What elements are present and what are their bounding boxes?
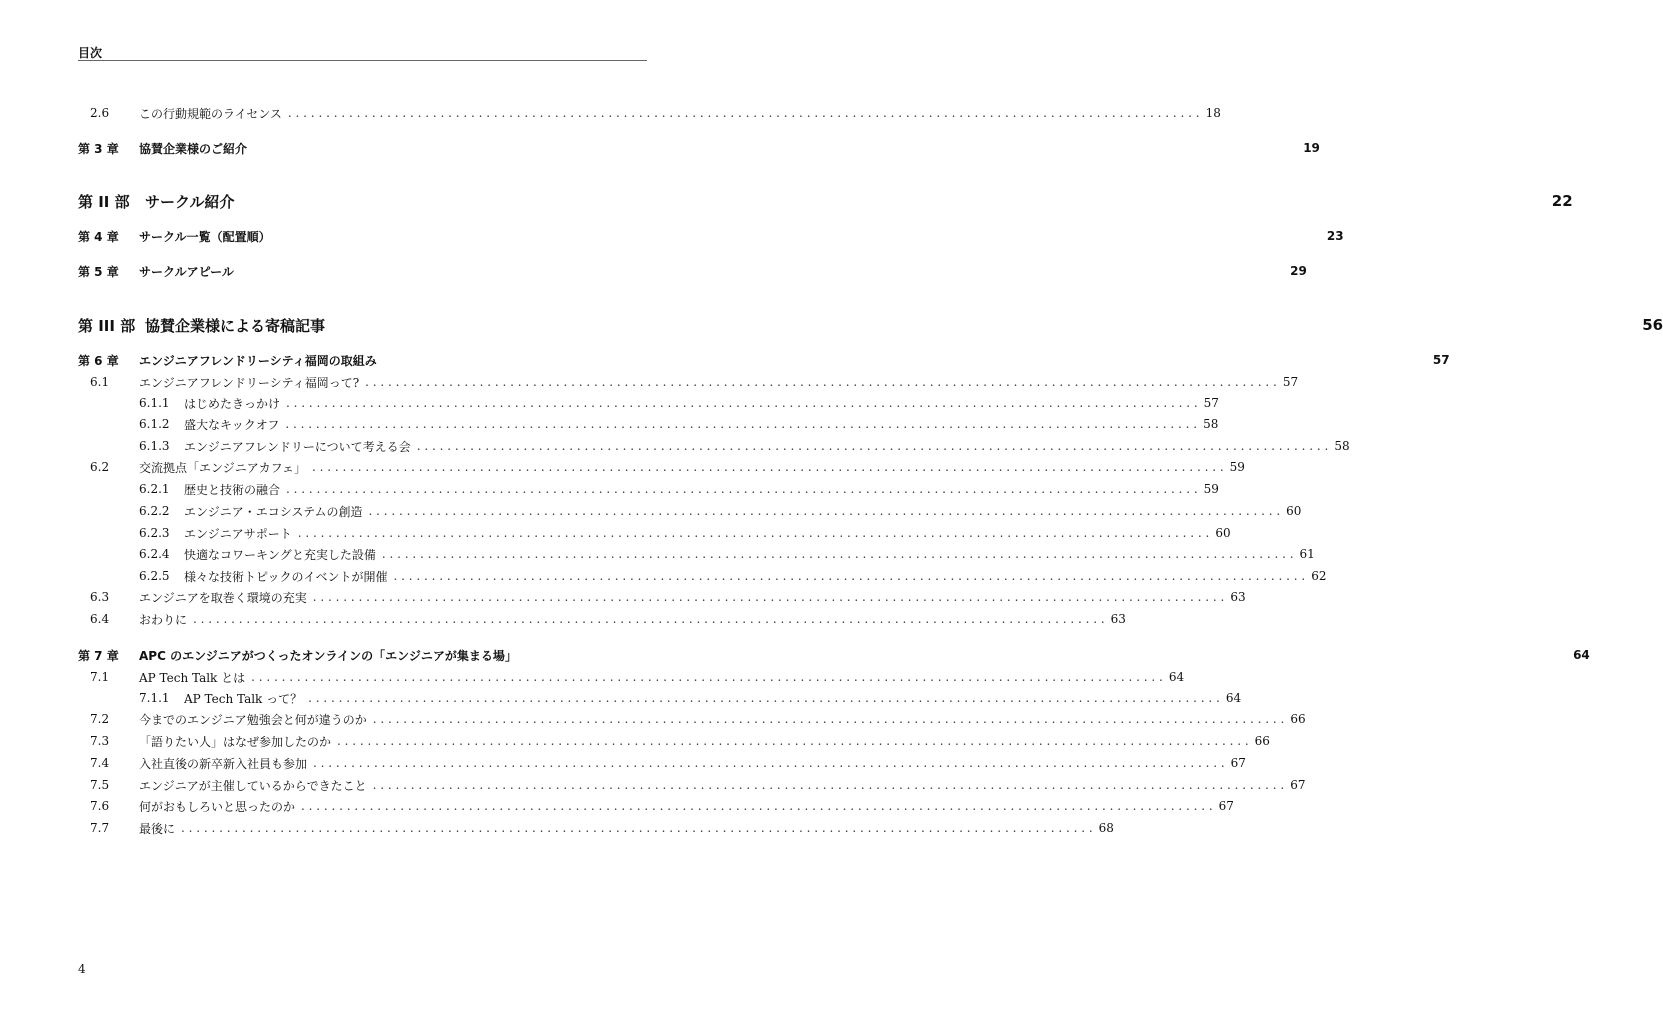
toc-entry-sub[interactable] xyxy=(78,523,1231,543)
entry-title: 盛大なキックオフ xyxy=(184,417,280,432)
entry-title: エンジニアフレンドリーシティ福岡って? xyxy=(139,375,360,390)
dot-leader: . . . . . . . . . . . . . . . . . . . . . . . . . . . . . . . . . . . . . . . . . . . . . . . . . . . . . . . . . . . . . . . . . . . . . . . . . . . . . . . . . . . . . . . . . . . . . . . . . . . . . . . . . . . . . . . . . . . . . . . . xyxy=(313,756,1225,770)
header-rule xyxy=(78,60,647,61)
toc-entry-sec[interactable] xyxy=(78,587,1246,607)
entry-page: 63 xyxy=(1110,612,1126,626)
entry-number: 6.4 xyxy=(90,612,110,626)
entry-title: 協賛企業様による寄稿記事 xyxy=(145,316,326,335)
dot-leader: . . . . . . . . . . . . . . . . . . . . . . . . . . . . . . . . . . . . . . . . . . . . . . . . . . . . . . . . . . . . . . . . . . . . . . . . . . . . . . . . . . . . . . . . . . . . . . . . . . . . . . . . . . . . . . . . . . . . . . . . xyxy=(297,526,1210,540)
entry-number: 6.2.5 xyxy=(139,569,170,583)
dot-leader: . . . . . . . . . . . . . . . . . . . . . . . . . . . . . . . . . . . . . . . . . . . . . . . . . . . . . . . . . . . . . . . . . . . . . . . . . . . . . . . . . . . . . . . . . . . . . . . . . . . . . . . . . . . . . . . . . . . . . . . . xyxy=(287,106,1200,120)
entry-title: はじめたきっかけ xyxy=(184,396,281,411)
dot-leader: . . . . . . . . . . . . . . . . . . . . . . . . . . . . . . . . . . . . . . . . . . . . . . . . . . . . . . . . . . . . . . . . . . . . . . . . . . . . . . . . . . . . . . . . . . . . . . . . . . . . . . . . . . . . . . . . . . . . . . . . xyxy=(381,547,1294,561)
entry-number: 第 5 章 xyxy=(78,264,119,279)
entry-number: 7.1 xyxy=(90,670,110,684)
entry-page: 58 xyxy=(1334,439,1350,453)
entry-page: 62 xyxy=(1311,569,1327,583)
toc-entry-sub[interactable] xyxy=(78,436,1350,456)
entry-number: 6.2.3 xyxy=(139,526,170,540)
entry-page: 60 xyxy=(1215,526,1231,540)
entry-page: 64 xyxy=(1573,648,1590,662)
entry-page: 68 xyxy=(1098,821,1114,835)
entry-number: 6.2.1 xyxy=(139,482,170,496)
entry-title: エンジニアフレンドリーシティ福岡の取組み xyxy=(139,353,377,368)
entry-page: 67 xyxy=(1290,778,1306,792)
toc-entry-chap[interactable] xyxy=(78,138,1320,158)
entry-title: 今までのエンジニア勉強会と何が違うのか xyxy=(139,712,367,727)
dot-leader: . . . . . . . . . . . . . . . . . . . . . . . . . . . . . . . . . . . . . . . . . . . . . . . . . . . . . . . . . . . . . . . . . . . . . . . . . . . . . . . . . . . . . . . . . . . . . . . . . . . . . . . . . . . . . . . . . . . . . . . . xyxy=(301,799,1213,813)
entry-page: 59 xyxy=(1203,482,1219,496)
toc-entry-sec[interactable] xyxy=(78,818,1114,838)
toc-entry-sub[interactable] xyxy=(78,501,1302,521)
running-header: 目次 xyxy=(78,46,103,60)
toc-entry-sub[interactable] xyxy=(78,566,1327,586)
entry-page: 60 xyxy=(1286,504,1302,518)
entry-number: 第 6 章 xyxy=(78,353,119,368)
entry-number: 6.1.1 xyxy=(139,396,170,410)
dot-leader: . . . . . . . . . . . . . . . . . . . . . . . . . . . . . . . . . . . . . . . . . . . . . . . . . . . . . . . . . . . . . . . . . . . . . . . . . . . . . . . . . . . . . . . . . . . . . . . . . . . . . . . . . . . . . . . . . . . . . . . . xyxy=(368,504,1281,518)
entry-title: AP Tech Talk とは xyxy=(139,670,246,685)
dot-leader: . . . . . . . . . . . . . . . . . . . . . . . . . . . . . . . . . . . . . . . . . . . . . . . . . . . . . . . . . . . . . . . . . . . . . . . . . . . . . . . . . . . . . . . . . . . . . . . . . . . . . . . . . . . . . . . . . . . . . . . . xyxy=(311,460,1224,474)
entry-number: 6.1 xyxy=(90,375,110,389)
toc-entry-sec[interactable] xyxy=(78,372,1299,392)
entry-page: 58 xyxy=(1203,417,1219,431)
entry-page: 63 xyxy=(1230,590,1246,604)
dot-leader: . . . . . . . . . . . . . . . . . . . . . . . . . . . . . . . . . . . . . . . . . . . . . . . . . . . . . . . . . . . . . . . . . . . . . . . . . . . . . . . . . . . . . . . . . . . . . . . . . . . . . . . . . . . . . . . . . . . . . . . . xyxy=(393,569,1306,583)
entry-title: 様々な技術トピックのイベントが開催 xyxy=(184,569,388,584)
toc-entry-sub[interactable] xyxy=(78,393,1219,413)
entry-number: 7.5 xyxy=(90,778,110,792)
entry-number: 第 7 章 xyxy=(78,648,119,663)
entry-title: エンジニアフレンドリーについて考える会 xyxy=(184,439,411,454)
toc-entry-sec[interactable] xyxy=(78,731,1270,751)
entry-page: 56 xyxy=(1642,316,1663,334)
entry-number: 7.6 xyxy=(90,799,110,813)
toc-entry-chap[interactable] xyxy=(78,226,1344,246)
entry-number: 6.1.3 xyxy=(139,439,170,453)
entry-number: 7.4 xyxy=(90,756,110,770)
dot-leader: . . . . . . . . . . . . . . . . . . . . . . . . . . . . . . . . . . . . . . . . . . . . . . . . . . . . . . . . . . . . . . . . . . . . . . . . . . . . . . . . . . . . . . . . . . . . . . . . . . . . . . . . . . . . . . . . . . . . . . . . xyxy=(365,375,1277,389)
dot-leader: . . . . . . . . . . . . . . . . . . . . . . . . . . . . . . . . . . . . . . . . . . . . . . . . . . . . . . . . . . . . . . . . . . . . . . . . . . . . . . . . . . . . . . . . . . . . . . . . . . . . . . . . . . . . . . . . . . . . . . . . xyxy=(372,712,1285,726)
entry-number: 6.3 xyxy=(90,590,110,604)
entry-title: おわりに xyxy=(139,612,188,627)
entry-title: 協賛企業様のご紹介 xyxy=(139,141,248,156)
entry-number: 第 4 章 xyxy=(78,229,119,244)
toc-entry-sec[interactable] xyxy=(78,103,1221,123)
entry-page: 23 xyxy=(1326,229,1344,243)
dot-leader: . . . . . . . . . . . . . . . . . . . . . . . . . . . . . . . . . . . . . . . . . . . . . . . . . . . . . . . . . . . . . . . . . . . . . . . . . . . . . . . . . . . . . . . . . . . . . . . . . . . . . . . . . . . . . . . . . . . . . . . . xyxy=(286,482,1198,496)
entry-number: 7.1.1 xyxy=(139,691,170,705)
entry-title: サークルアピール xyxy=(139,264,234,279)
entry-title: エンジニアサポート xyxy=(184,526,292,541)
dot-leader: . . . . . . . . . . . . . . . . . . . . . . . . . . . . . . . . . . . . . . . . . . . . . . . . . . . . . . . . . . . . . . . . . . . . . . . . . . . . . . . . . . . . . . . . . . . . . . . . . . . . . . . . . . . . . . . . . . . . . . . . xyxy=(416,439,1329,453)
entry-title: 「語りたい人」はなぜ参加したのか xyxy=(139,734,332,749)
dot-leader: . . . . . . . . . . . . . . . . . . . . . . . . . . . . . . . . . . . . . . . . . . . . . . . . . . . . . . . . . . . . . . . . . . . . . . . . . . . . . . . . . . . . . . . . . . . . . . . . . . . . . . . . . . . . . . . . . . . . . . . . xyxy=(181,821,1093,835)
entry-number: 7.3 xyxy=(90,734,110,748)
dot-leader: . . . . . . . . . . . . . . . . . . . . . . . . . . . . . . . . . . . . . . . . . . . . . . . . . . . . . . . . . . . . . . . . . . . . . . . . . . . . . . . . . . . . . . . . . . . . . . . . . . . . . . . . . . . . . . . . . . . . . . . . xyxy=(251,670,1163,684)
dot-leader: . . . . . . . . . . . . . . . . . . . . . . . . . . . . . . . . . . . . . . . . . . . . . . . . . . . . . . . . . . . . . . . . . . . . . . . . . . . . . . . . . . . . . . . . . . . . . . . . . . . . . . . . . . . . . . . . . . . . . . . . xyxy=(193,612,1105,626)
entry-page: 67 xyxy=(1230,756,1246,770)
toc-entry-sec[interactable] xyxy=(78,796,1234,816)
entry-page: 22 xyxy=(1551,192,1573,210)
toc-entry-part[interactable] xyxy=(78,189,1573,213)
toc-entry-chap[interactable] xyxy=(78,261,1307,281)
dot-leader: . . . . . . . . . . . . . . . . . . . . . . . . . . . . . . . . . . . . . . . . . . . . . . . . . . . . . . . . . . . . . . . . . . . . . . . . . . . . . . . . . . . . . . . . . . . . . . . . . . . . . . . . . . . . . . . . . . . . . . . . xyxy=(308,691,1220,705)
entry-title: 快適なコワーキングと充実した設備 xyxy=(184,547,376,562)
entry-title: 交流拠点「エンジニアカフェ」 xyxy=(139,460,306,475)
entry-page: 67 xyxy=(1218,799,1234,813)
toc-entry-sec[interactable] xyxy=(78,775,1306,795)
toc-entry-sec[interactable] xyxy=(78,667,1185,687)
entry-page: 29 xyxy=(1290,264,1307,278)
entry-page: 61 xyxy=(1299,547,1315,561)
entry-number: 第 III 部 xyxy=(78,316,136,335)
entry-title: サークル一覧（配置順） xyxy=(139,229,271,244)
entry-title: 何がおもしろいと思ったのか xyxy=(139,799,296,814)
entry-title: 歴史と技術の融合 xyxy=(184,482,281,497)
dot-leader: . . . . . . . . . . . . . . . . . . . . . . . . . . . . . . . . . . . . . . . . . . . . . . . . . . . . . . . . . . . . . . . . . . . . . . . . . . . . . . . . . . . . . . . . . . . . . . . . . . . . . . . . . . . . . . . . . . . . . . . . xyxy=(372,778,1285,792)
toc-entry-sec[interactable] xyxy=(78,753,1246,773)
entry-page: 66 xyxy=(1290,712,1306,726)
entry-page: 18 xyxy=(1205,106,1221,120)
entry-number: 6.2.4 xyxy=(139,547,170,561)
entry-page: 19 xyxy=(1303,141,1320,155)
dot-leader: . . . . . . . . . . . . . . . . . . . . . . . . . . . . . . . . . . . . . . . . . . . . . . . . . . . . . . . . . . . . . . . . . . . . . . . . . . . . . . . . . . . . . . . . . . . . . . . . . . . . . . . . . . . . . . . . . . . . . . . . xyxy=(337,734,1249,748)
toc-entry-sub[interactable] xyxy=(78,544,1315,564)
entry-page: 57 xyxy=(1282,375,1299,389)
entry-number: 6.2.2 xyxy=(139,504,170,518)
entry-number: 7.7 xyxy=(90,821,110,835)
entry-number: 2.6 xyxy=(90,106,110,120)
toc-entry-sec[interactable] xyxy=(78,709,1306,729)
dot-leader: . . . . . . . . . . . . . . . . . . . . . . . . . . . . . . . . . . . . . . . . . . . . . . . . . . . . . . . . . . . . . . . . . . . . . . . . . . . . . . . . . . . . . . . . . . . . . . . . . . . . . . . . . . . . . . . . . . . . . . . . xyxy=(286,396,1198,410)
entry-title: AP Tech Talk って？ xyxy=(184,691,303,706)
entry-page: 66 xyxy=(1254,734,1270,748)
toc-entry-sub[interactable] xyxy=(78,479,1219,499)
entry-page: 64 xyxy=(1168,670,1185,684)
entry-title: エンジニア・エコシステムの創造 xyxy=(184,504,363,519)
entry-page: 57 xyxy=(1432,353,1450,367)
entry-number: 7.2 xyxy=(90,712,110,726)
entry-page: 57 xyxy=(1203,396,1219,410)
entry-number: 6.2 xyxy=(90,460,110,474)
toc-entry-chap[interactable] xyxy=(78,645,1590,665)
entry-title: この行動規範のライセンス xyxy=(139,106,282,121)
entry-title: サークル紹介 xyxy=(145,192,235,211)
toc-entry-sec[interactable] xyxy=(78,609,1126,629)
entry-title: エンジニアを取巻く環境の充実 xyxy=(139,590,307,605)
page-number: 4 xyxy=(78,962,86,976)
dot-leader: . . . . . . . . . . . . . . . . . . . . . . . . . . . . . . . . . . . . . . . . . . . . . . . . . . . . . . . . . . . . . . . . . . . . . . . . . . . . . . . . . . . . . . . . . . . . . . . . . . . . . . . . . . . . . . . . . . . . . . . . xyxy=(285,417,1198,431)
entry-title: エンジニアが主催しているからできたこと xyxy=(139,778,367,793)
dot-leader: . . . . . . . . . . . . . . . . . . . . . . . . . . . . . . . . . . . . . . . . . . . . . . . . . . . . . . . . . . . . . . . . . . . . . . . . . . . . . . . . . . . . . . . . . . . . . . . . . . . . . . . . . . . . . . . . . . . . . . . . xyxy=(312,590,1225,604)
toc-entry-sec[interactable] xyxy=(78,457,1245,477)
entry-title: APC のエンジニアがつくったオンラインの「エンジニアが集まる場」 xyxy=(139,648,517,663)
toc-entry-sub[interactable] xyxy=(78,688,1242,708)
entry-number: 第 3 章 xyxy=(78,141,119,156)
entry-number: 6.1.2 xyxy=(139,417,170,431)
entry-title: 最後に xyxy=(139,821,176,836)
toc-entry-sub[interactable] xyxy=(78,414,1219,434)
toc-entry-chap[interactable] xyxy=(78,350,1450,370)
entry-page: 59 xyxy=(1229,460,1245,474)
entry-title: 入社直後の新卒新入社員も参加 xyxy=(139,756,308,771)
entry-page: 64 xyxy=(1225,691,1242,705)
toc-entry-part[interactable] xyxy=(78,313,1663,337)
entry-number: 第 II 部 xyxy=(78,192,130,211)
